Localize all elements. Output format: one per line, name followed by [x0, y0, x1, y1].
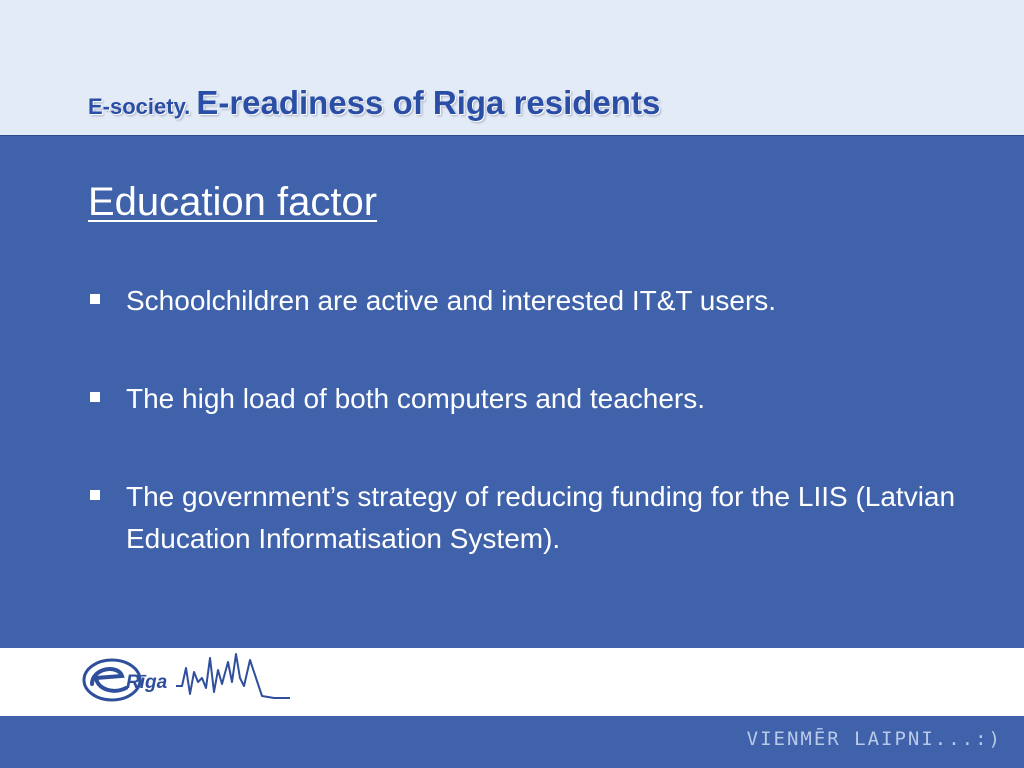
- footer-tagline: VIENMĒR LAIPNI...:): [746, 728, 1002, 750]
- bullet-text: Schoolchildren are active and interested IT&T users.: [126, 285, 777, 316]
- bullet-list: [88, 280, 968, 616]
- logo-wordmark: Rīga: [126, 672, 168, 693]
- title-prefix: E-society.: [88, 94, 191, 119]
- slide-subtitle: Education factor: [88, 180, 378, 224]
- bullet-item: [88, 476, 968, 560]
- bullet-text: The high load of both computers and teachers.: [126, 383, 706, 414]
- slide-title: [88, 84, 660, 122]
- title-main: E-readiness of Riga residents: [196, 84, 661, 121]
- bullet-text: The government’s strategy of reducing funding for the LIIS (Latvian Education Informatisation System).: [126, 481, 956, 554]
- square-bullet-icon: [90, 490, 100, 500]
- bullet-item: [88, 280, 968, 322]
- bullet-item: [88, 378, 968, 420]
- square-bullet-icon: [90, 392, 100, 402]
- square-bullet-icon: [90, 294, 100, 304]
- e-riga-logo: [78, 648, 298, 714]
